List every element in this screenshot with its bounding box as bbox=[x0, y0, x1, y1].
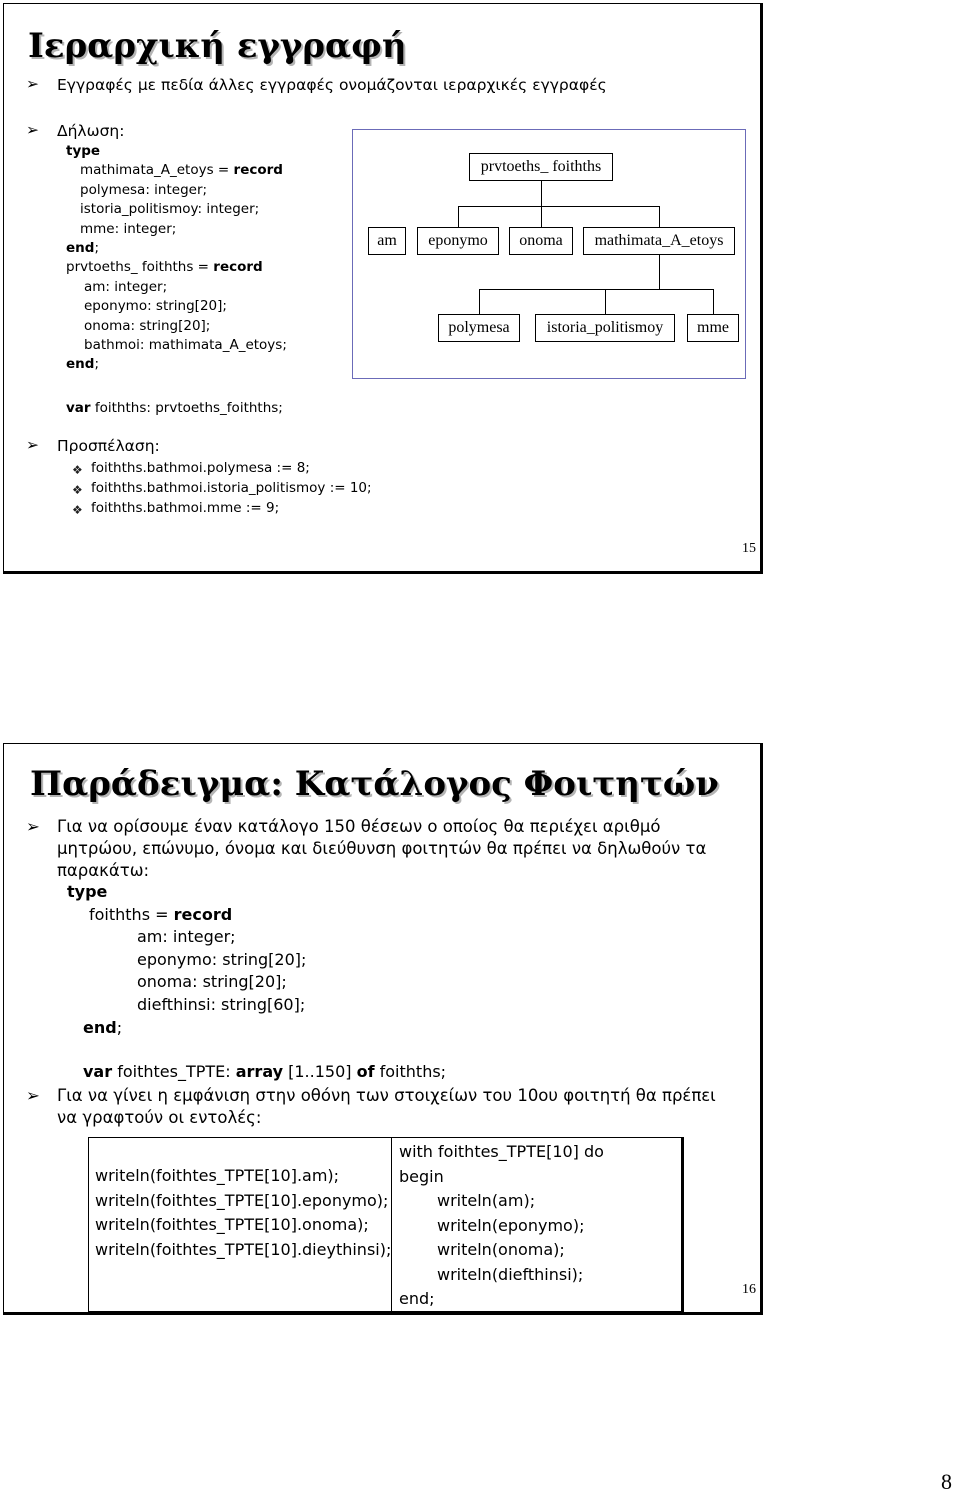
bullet-arrow-icon: ➢ bbox=[26, 436, 39, 454]
tree-node-eponymo: eponymo bbox=[417, 227, 499, 255]
diamond-bullet-icon: ❖ bbox=[72, 463, 83, 477]
bullet-intro: Εγγραφές με πεδία άλλες εγγραφές ονομάζονται ιεραρχικές εγγραφές bbox=[57, 76, 607, 94]
bullet-arrow-icon: ➢ bbox=[26, 817, 40, 836]
code-line: istoria_politismoy: integer; bbox=[80, 201, 260, 218]
bullet-arrow-icon: ➢ bbox=[26, 121, 39, 139]
array-declaration: var foithtes_TPTE: array [1..150] of foithths; bbox=[83, 1062, 447, 1081]
code-line: onoma: string[20]; bbox=[84, 317, 211, 334]
page-number: 8 bbox=[941, 1469, 952, 1494]
access-line: foithths.bathmoi.mme := 9; bbox=[91, 500, 280, 516]
bullet-arrow-icon: ➢ bbox=[26, 1086, 40, 1105]
code-line: prvtoeths_ foithths = record bbox=[66, 259, 263, 276]
bullet-access: Προσπέλαση: bbox=[57, 437, 160, 455]
bullet-declaration: Δήλωση: bbox=[57, 122, 125, 140]
tree-node-onoma: onoma bbox=[509, 227, 573, 255]
tree-node-mme: mme bbox=[687, 314, 739, 342]
slide-number: 16 bbox=[742, 1282, 756, 1297]
slide-title: Παράδειγμα: Κατάλογος Φοιτητών bbox=[30, 764, 719, 804]
code-line: end; bbox=[66, 240, 99, 257]
tree-node-polymesa: polymesa bbox=[438, 314, 520, 342]
code-comparison-box bbox=[88, 1137, 684, 1312]
code-line: mme: integer; bbox=[80, 220, 177, 237]
with-statement-code: with foithtes_TPTE[10] do begin writeln(am); writeln(eponymo); writeln(onoma); writeln(diefthinsi); end; bbox=[399, 1142, 604, 1308]
code-line: polymesa: integer; bbox=[80, 181, 208, 198]
bullet-list-definition: Για να ορίσουμε έναν κατάλογο 150 θέσεων ο οποίος θα περιέχει αριθμό μητρώου, επώνυμο, όνομα και διεύθυνση φοιτητών θα πρέπει να δηλωθούν τα παρακάτω: bbox=[57, 817, 707, 880]
slide-15 bbox=[3, 3, 763, 574]
writeln-code: writeln(foithtes_TPTE[10].am); writeln(foithtes_TPTE[10].eponymo); writeln(foithtes_TPTE[10].onoma); writeln(foithtes_TPTE[10].dieythinsi); bbox=[95, 1166, 392, 1259]
var-declaration: var foithths: prvtoeths_foithths; bbox=[66, 400, 283, 416]
code-line: mathimata_A_etoys = record bbox=[80, 162, 283, 179]
access-line: foithths.bathmoi.istoria_politismoy := 10; bbox=[91, 480, 372, 496]
record-tree-diagram bbox=[352, 129, 746, 379]
code-line: eponymo: string[20]; bbox=[84, 298, 227, 315]
slide-title: Ιεραρχική εγγραφή bbox=[28, 26, 407, 66]
declaration-code bbox=[66, 142, 287, 375]
diamond-bullet-icon: ❖ bbox=[72, 483, 83, 497]
bullet-arrow-icon: ➢ bbox=[26, 75, 39, 93]
code-type-keyword: type bbox=[66, 143, 101, 159]
type-declaration-code: type foithths = record am: integer; eponymo: string[20]; onoma: string[20]; diefthinsi: string[60]; end; bbox=[67, 882, 307, 1037]
access-line: foithths.bathmoi.polymesa := 8; bbox=[91, 460, 310, 476]
tree-node-am: am bbox=[368, 227, 406, 255]
code-line: bathmoi: mathimata_A_etoys; bbox=[84, 337, 287, 354]
code-line: am: integer; bbox=[84, 278, 168, 295]
bullet-display-instructions: Για να γίνει η εμφάνιση στην οθόνη των στοιχείων του 10ου φοιτητή θα πρέπει να γραφτούν οι εντολές: bbox=[57, 1086, 716, 1127]
tree-node-root: prvtoeths_ foithths bbox=[469, 153, 613, 181]
diamond-bullet-icon: ❖ bbox=[72, 503, 83, 517]
code-line: end; bbox=[66, 356, 99, 373]
slide-number: 15 bbox=[742, 541, 756, 556]
slide-16 bbox=[3, 743, 763, 1315]
tree-node-mathimata: mathimata_A_etoys bbox=[583, 227, 735, 255]
tree-node-istoria: istoria_politismoy bbox=[535, 314, 675, 342]
